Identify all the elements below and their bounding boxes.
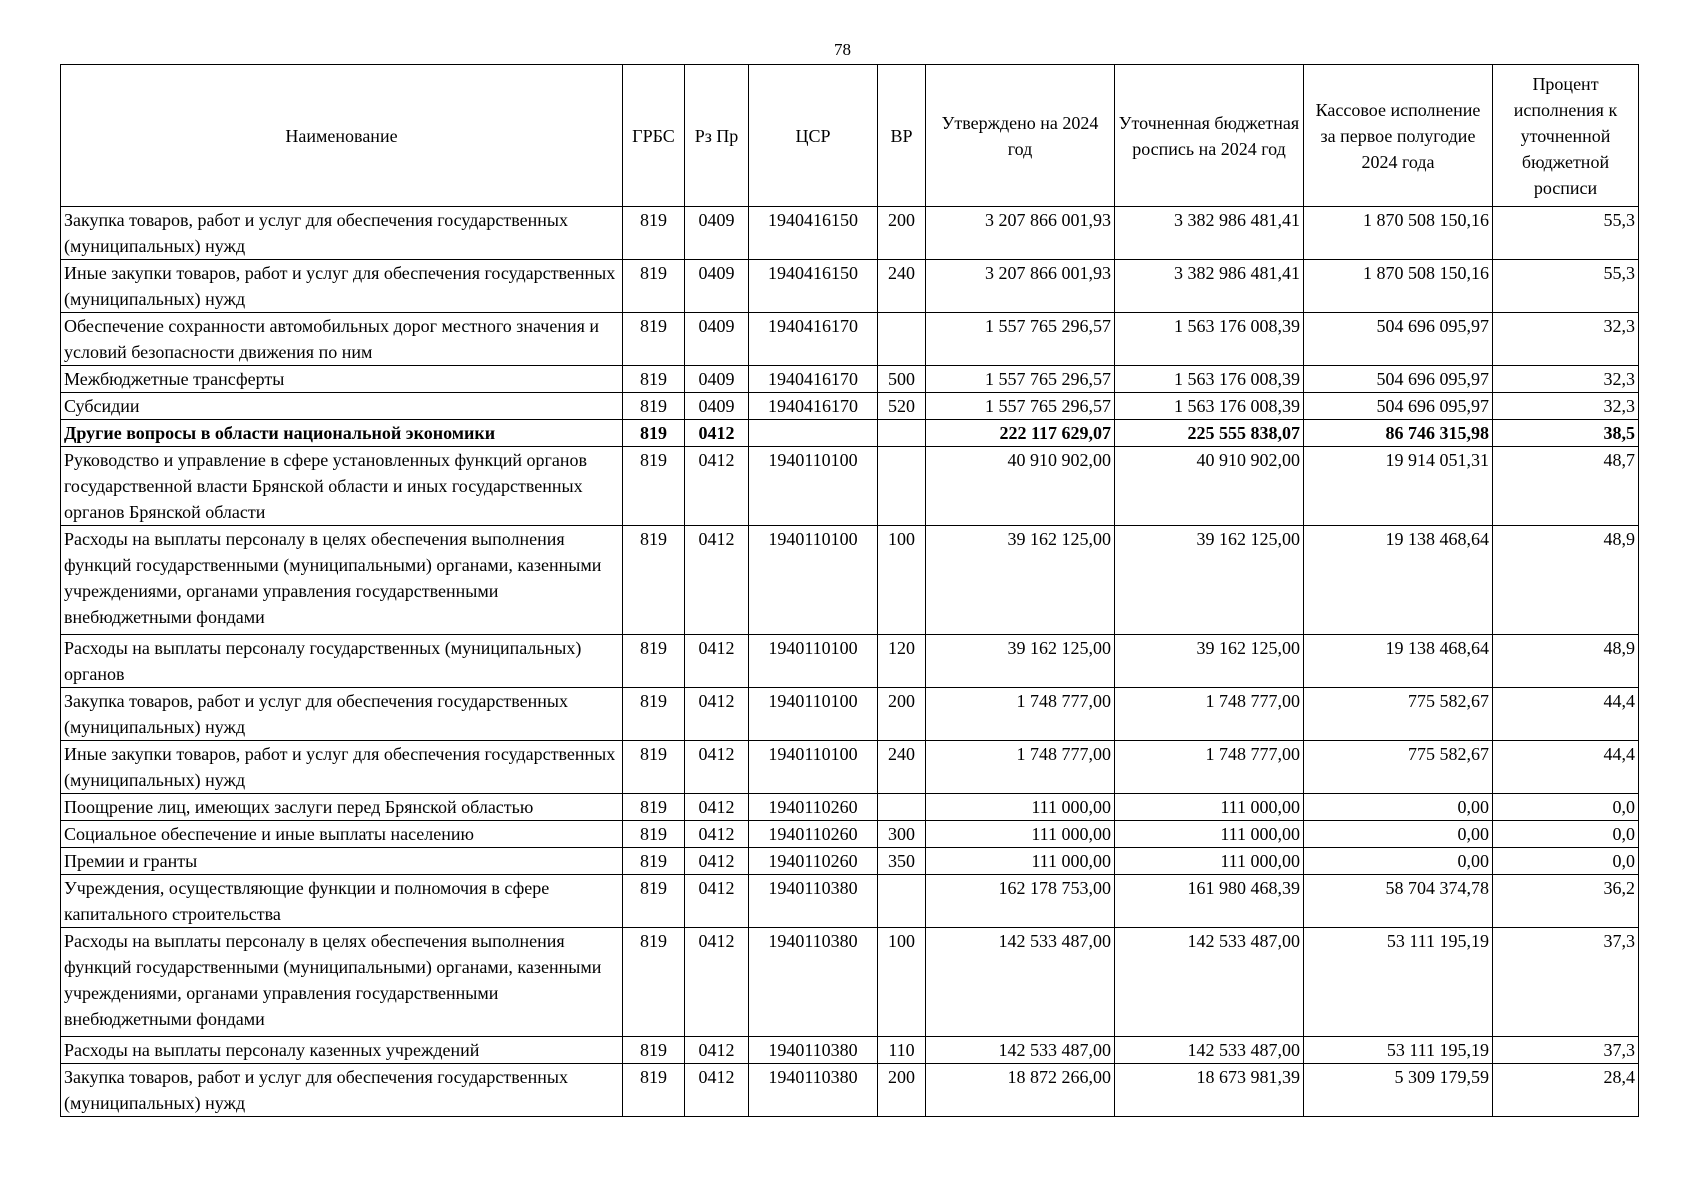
cell-name: Другие вопросы в области национальной экономики	[61, 420, 623, 447]
cell-name: Расходы на выплаты персоналу государственных (муниципальных) органов	[61, 635, 623, 688]
header-name: Наименование	[61, 65, 623, 207]
cell-percent: 55,3	[1493, 260, 1639, 313]
cell-cash: 0,00	[1304, 821, 1493, 848]
cell-percent: 0,0	[1493, 821, 1639, 848]
cell-csr: 1940110100	[749, 526, 878, 635]
cell-percent: 48,7	[1493, 447, 1639, 526]
cell-refined: 142 533 487,00	[1115, 928, 1304, 1037]
cell-approved: 18 872 266,00	[926, 1064, 1115, 1117]
cell-csr: 1940110100	[749, 741, 878, 794]
cell-cash: 0,00	[1304, 848, 1493, 875]
cell-approved: 1 557 765 296,57	[926, 366, 1115, 393]
cell-grbs: 819	[623, 1064, 685, 1117]
cell-cash: 504 696 095,97	[1304, 313, 1493, 366]
cell-cash: 19 138 468,64	[1304, 526, 1493, 635]
table-row	[61, 393, 1639, 420]
cell-rzpr: 0412	[685, 741, 749, 794]
cell-vr: 520	[878, 393, 926, 420]
cell-name: Учреждения, осуществляющие функции и полномочия в сфере капитального строительства	[61, 875, 623, 928]
cell-refined: 161 980 468,39	[1115, 875, 1304, 928]
cell-cash: 1 870 508 150,16	[1304, 260, 1493, 313]
cell-csr: 1940110100	[749, 688, 878, 741]
cell-grbs: 819	[623, 526, 685, 635]
header-refined: Уточненная бюджетная роспись на 2024 год	[1115, 65, 1304, 207]
cell-rzpr: 0412	[685, 1037, 749, 1064]
cell-approved: 111 000,00	[926, 794, 1115, 821]
cell-approved: 111 000,00	[926, 848, 1115, 875]
table-row	[61, 207, 1639, 260]
cell-percent: 32,3	[1493, 366, 1639, 393]
table-row	[61, 928, 1639, 1037]
cell-grbs: 819	[623, 313, 685, 366]
cell-vr: 200	[878, 1064, 926, 1117]
cell-csr: 1940110260	[749, 794, 878, 821]
table-row	[61, 1037, 1639, 1064]
cell-vr: 350	[878, 848, 926, 875]
cell-grbs: 819	[623, 447, 685, 526]
header-vr: ВР	[878, 65, 926, 207]
cell-approved: 162 178 753,00	[926, 875, 1115, 928]
table-row	[61, 848, 1639, 875]
cell-cash: 504 696 095,97	[1304, 366, 1493, 393]
cell-csr: 1940110380	[749, 1064, 878, 1117]
cell-csr: 1940416170	[749, 313, 878, 366]
cell-approved: 39 162 125,00	[926, 635, 1115, 688]
cell-name: Иные закупки товаров, работ и услуг для обеспечения государственных (муниципальных) нужд	[61, 260, 623, 313]
cell-refined: 111 000,00	[1115, 848, 1304, 875]
header-percent: Процент исполнения к уточненной бюджетной росписи	[1493, 65, 1639, 207]
cell-approved: 39 162 125,00	[926, 526, 1115, 635]
cell-approved: 222 117 629,07	[926, 420, 1115, 447]
table-row	[61, 821, 1639, 848]
table-row	[61, 526, 1639, 635]
table-row	[61, 875, 1639, 928]
cell-cash: 775 582,67	[1304, 688, 1493, 741]
cell-grbs: 819	[623, 420, 685, 447]
cell-vr: 100	[878, 928, 926, 1037]
cell-grbs: 819	[623, 393, 685, 420]
cell-name: Закупка товаров, работ и услуг для обеспечения государственных (муниципальных) нужд	[61, 207, 623, 260]
cell-name: Иные закупки товаров, работ и услуг для обеспечения государственных (муниципальных) нужд	[61, 741, 623, 794]
cell-rzpr: 0412	[685, 526, 749, 635]
cell-rzpr: 0412	[685, 1064, 749, 1117]
cell-refined: 1 563 176 008,39	[1115, 393, 1304, 420]
cell-grbs: 819	[623, 794, 685, 821]
cell-vr: 240	[878, 741, 926, 794]
cell-refined: 1 748 777,00	[1115, 688, 1304, 741]
header-approved: Утверждено на 2024 год	[926, 65, 1115, 207]
cell-refined: 39 162 125,00	[1115, 526, 1304, 635]
cell-grbs: 819	[623, 688, 685, 741]
cell-refined: 18 673 981,39	[1115, 1064, 1304, 1117]
cell-name: Расходы на выплаты персоналу казенных учреждений	[61, 1037, 623, 1064]
cell-name: Премии и гранты	[61, 848, 623, 875]
cell-approved: 1 748 777,00	[926, 688, 1115, 741]
cell-vr	[878, 313, 926, 366]
cell-name: Обеспечение сохранности автомобильных дорог местного значения и условий безопасности движения по ним	[61, 313, 623, 366]
cell-approved: 142 533 487,00	[926, 1037, 1115, 1064]
cell-rzpr: 0409	[685, 393, 749, 420]
cell-vr: 100	[878, 526, 926, 635]
cell-grbs: 819	[623, 366, 685, 393]
cell-grbs: 819	[623, 207, 685, 260]
cell-refined: 3 382 986 481,41	[1115, 260, 1304, 313]
table-row	[61, 1064, 1639, 1117]
cell-csr: 1940416170	[749, 366, 878, 393]
cell-cash: 1 870 508 150,16	[1304, 207, 1493, 260]
header-grbs: ГРБС	[623, 65, 685, 207]
cell-vr: 200	[878, 688, 926, 741]
cell-vr: 120	[878, 635, 926, 688]
cell-cash: 53 111 195,19	[1304, 928, 1493, 1037]
cell-vr	[878, 420, 926, 447]
cell-grbs: 819	[623, 821, 685, 848]
cell-rzpr: 0412	[685, 447, 749, 526]
budget-execution-table	[60, 64, 1639, 1117]
cell-cash: 53 111 195,19	[1304, 1037, 1493, 1064]
cell-percent: 44,4	[1493, 688, 1639, 741]
cell-csr: 1940110260	[749, 821, 878, 848]
cell-cash: 86 746 315,98	[1304, 420, 1493, 447]
cell-name: Закупка товаров, работ и услуг для обеспечения государственных (муниципальных) нужд	[61, 688, 623, 741]
cell-vr: 500	[878, 366, 926, 393]
cell-cash: 775 582,67	[1304, 741, 1493, 794]
cell-rzpr: 0412	[685, 875, 749, 928]
cell-approved: 3 207 866 001,93	[926, 207, 1115, 260]
table-row	[61, 447, 1639, 526]
table-row	[61, 260, 1639, 313]
cell-refined: 40 910 902,00	[1115, 447, 1304, 526]
cell-rzpr: 0409	[685, 260, 749, 313]
cell-refined: 111 000,00	[1115, 794, 1304, 821]
cell-name: Расходы на выплаты персоналу в целях обеспечения выполнения функций государственными (муниципальными) органами, казенными учреждениями, органами управления государственными внебюджетными фондами	[61, 928, 623, 1037]
cell-name: Социальное обеспечение и иные выплаты населению	[61, 821, 623, 848]
cell-vr: 110	[878, 1037, 926, 1064]
cell-vr: 240	[878, 260, 926, 313]
cell-refined: 1 748 777,00	[1115, 741, 1304, 794]
cell-csr: 1940110380	[749, 928, 878, 1037]
header-cash: Кассовое исполнение за первое полугодие 2024 года	[1304, 65, 1493, 207]
cell-csr: 1940110100	[749, 635, 878, 688]
cell-cash: 0,00	[1304, 794, 1493, 821]
cell-percent: 36,2	[1493, 875, 1639, 928]
cell-refined: 142 533 487,00	[1115, 1037, 1304, 1064]
cell-cash: 58 704 374,78	[1304, 875, 1493, 928]
cell-percent: 38,5	[1493, 420, 1639, 447]
cell-vr: 200	[878, 207, 926, 260]
table-row	[61, 635, 1639, 688]
cell-percent: 0,0	[1493, 848, 1639, 875]
page-number: 78	[834, 40, 851, 59]
cell-csr	[749, 420, 878, 447]
cell-grbs: 819	[623, 848, 685, 875]
cell-csr: 1940416150	[749, 260, 878, 313]
cell-cash: 5 309 179,59	[1304, 1064, 1493, 1117]
cell-approved: 1 748 777,00	[926, 741, 1115, 794]
cell-vr	[878, 875, 926, 928]
cell-refined: 111 000,00	[1115, 821, 1304, 848]
cell-percent: 32,3	[1493, 313, 1639, 366]
cell-grbs: 819	[623, 260, 685, 313]
cell-rzpr: 0409	[685, 313, 749, 366]
cell-percent: 37,3	[1493, 1037, 1639, 1064]
header-row	[61, 65, 1639, 207]
cell-csr: 1940110100	[749, 447, 878, 526]
cell-refined: 39 162 125,00	[1115, 635, 1304, 688]
cell-percent: 37,3	[1493, 928, 1639, 1037]
cell-cash: 19 138 468,64	[1304, 635, 1493, 688]
cell-percent: 28,4	[1493, 1064, 1639, 1117]
cell-refined: 1 563 176 008,39	[1115, 313, 1304, 366]
cell-csr: 1940110260	[749, 848, 878, 875]
cell-name: Руководство и управление в сфере установленных функций органов государственной власти Брянской области и иных государственных органов Брянской области	[61, 447, 623, 526]
cell-grbs: 819	[623, 1037, 685, 1064]
cell-approved: 40 910 902,00	[926, 447, 1115, 526]
cell-approved: 142 533 487,00	[926, 928, 1115, 1037]
cell-grbs: 819	[623, 741, 685, 794]
cell-rzpr: 0412	[685, 420, 749, 447]
cell-rzpr: 0412	[685, 794, 749, 821]
table-row	[61, 366, 1639, 393]
cell-approved: 111 000,00	[926, 821, 1115, 848]
cell-percent: 0,0	[1493, 794, 1639, 821]
cell-rzpr: 0412	[685, 928, 749, 1037]
cell-percent: 32,3	[1493, 393, 1639, 420]
cell-csr: 1940416170	[749, 393, 878, 420]
cell-csr: 1940416150	[749, 207, 878, 260]
cell-csr: 1940110380	[749, 1037, 878, 1064]
cell-name: Закупка товаров, работ и услуг для обеспечения государственных (муниципальных) нужд	[61, 1064, 623, 1117]
cell-rzpr: 0412	[685, 848, 749, 875]
cell-rzpr: 0409	[685, 366, 749, 393]
cell-approved: 1 557 765 296,57	[926, 393, 1115, 420]
cell-grbs: 819	[623, 635, 685, 688]
cell-grbs: 819	[623, 875, 685, 928]
cell-rzpr: 0412	[685, 688, 749, 741]
cell-name: Поощрение лиц, имеющих заслуги перед Брянской областью	[61, 794, 623, 821]
cell-vr: 300	[878, 821, 926, 848]
cell-percent: 44,4	[1493, 741, 1639, 794]
header-csr: ЦСР	[749, 65, 878, 207]
cell-name: Расходы на выплаты персоналу в целях обеспечения выполнения функций государственными (муниципальными) органами, казенными учреждениями, органами управления государственными внебюджетными фондами	[61, 526, 623, 635]
table-row	[61, 313, 1639, 366]
cell-cash: 504 696 095,97	[1304, 393, 1493, 420]
cell-percent: 48,9	[1493, 635, 1639, 688]
cell-percent: 48,9	[1493, 526, 1639, 635]
cell-refined: 3 382 986 481,41	[1115, 207, 1304, 260]
cell-percent: 55,3	[1493, 207, 1639, 260]
cell-vr	[878, 447, 926, 526]
cell-vr	[878, 794, 926, 821]
table-row	[61, 794, 1639, 821]
cell-rzpr: 0412	[685, 821, 749, 848]
table-row	[61, 741, 1639, 794]
cell-refined: 1 563 176 008,39	[1115, 366, 1304, 393]
cell-name: Межбюджетные трансферты	[61, 366, 623, 393]
cell-grbs: 819	[623, 928, 685, 1037]
cell-rzpr: 0409	[685, 207, 749, 260]
cell-name: Субсидии	[61, 393, 623, 420]
cell-refined: 225 555 838,07	[1115, 420, 1304, 447]
cell-approved: 3 207 866 001,93	[926, 260, 1115, 313]
cell-rzpr: 0412	[685, 635, 749, 688]
cell-csr: 1940110380	[749, 875, 878, 928]
table-row	[61, 688, 1639, 741]
cell-approved: 1 557 765 296,57	[926, 313, 1115, 366]
cell-cash: 19 914 051,31	[1304, 447, 1493, 526]
header-rzpr: Рз Пр	[685, 65, 749, 207]
table-row	[61, 420, 1639, 447]
